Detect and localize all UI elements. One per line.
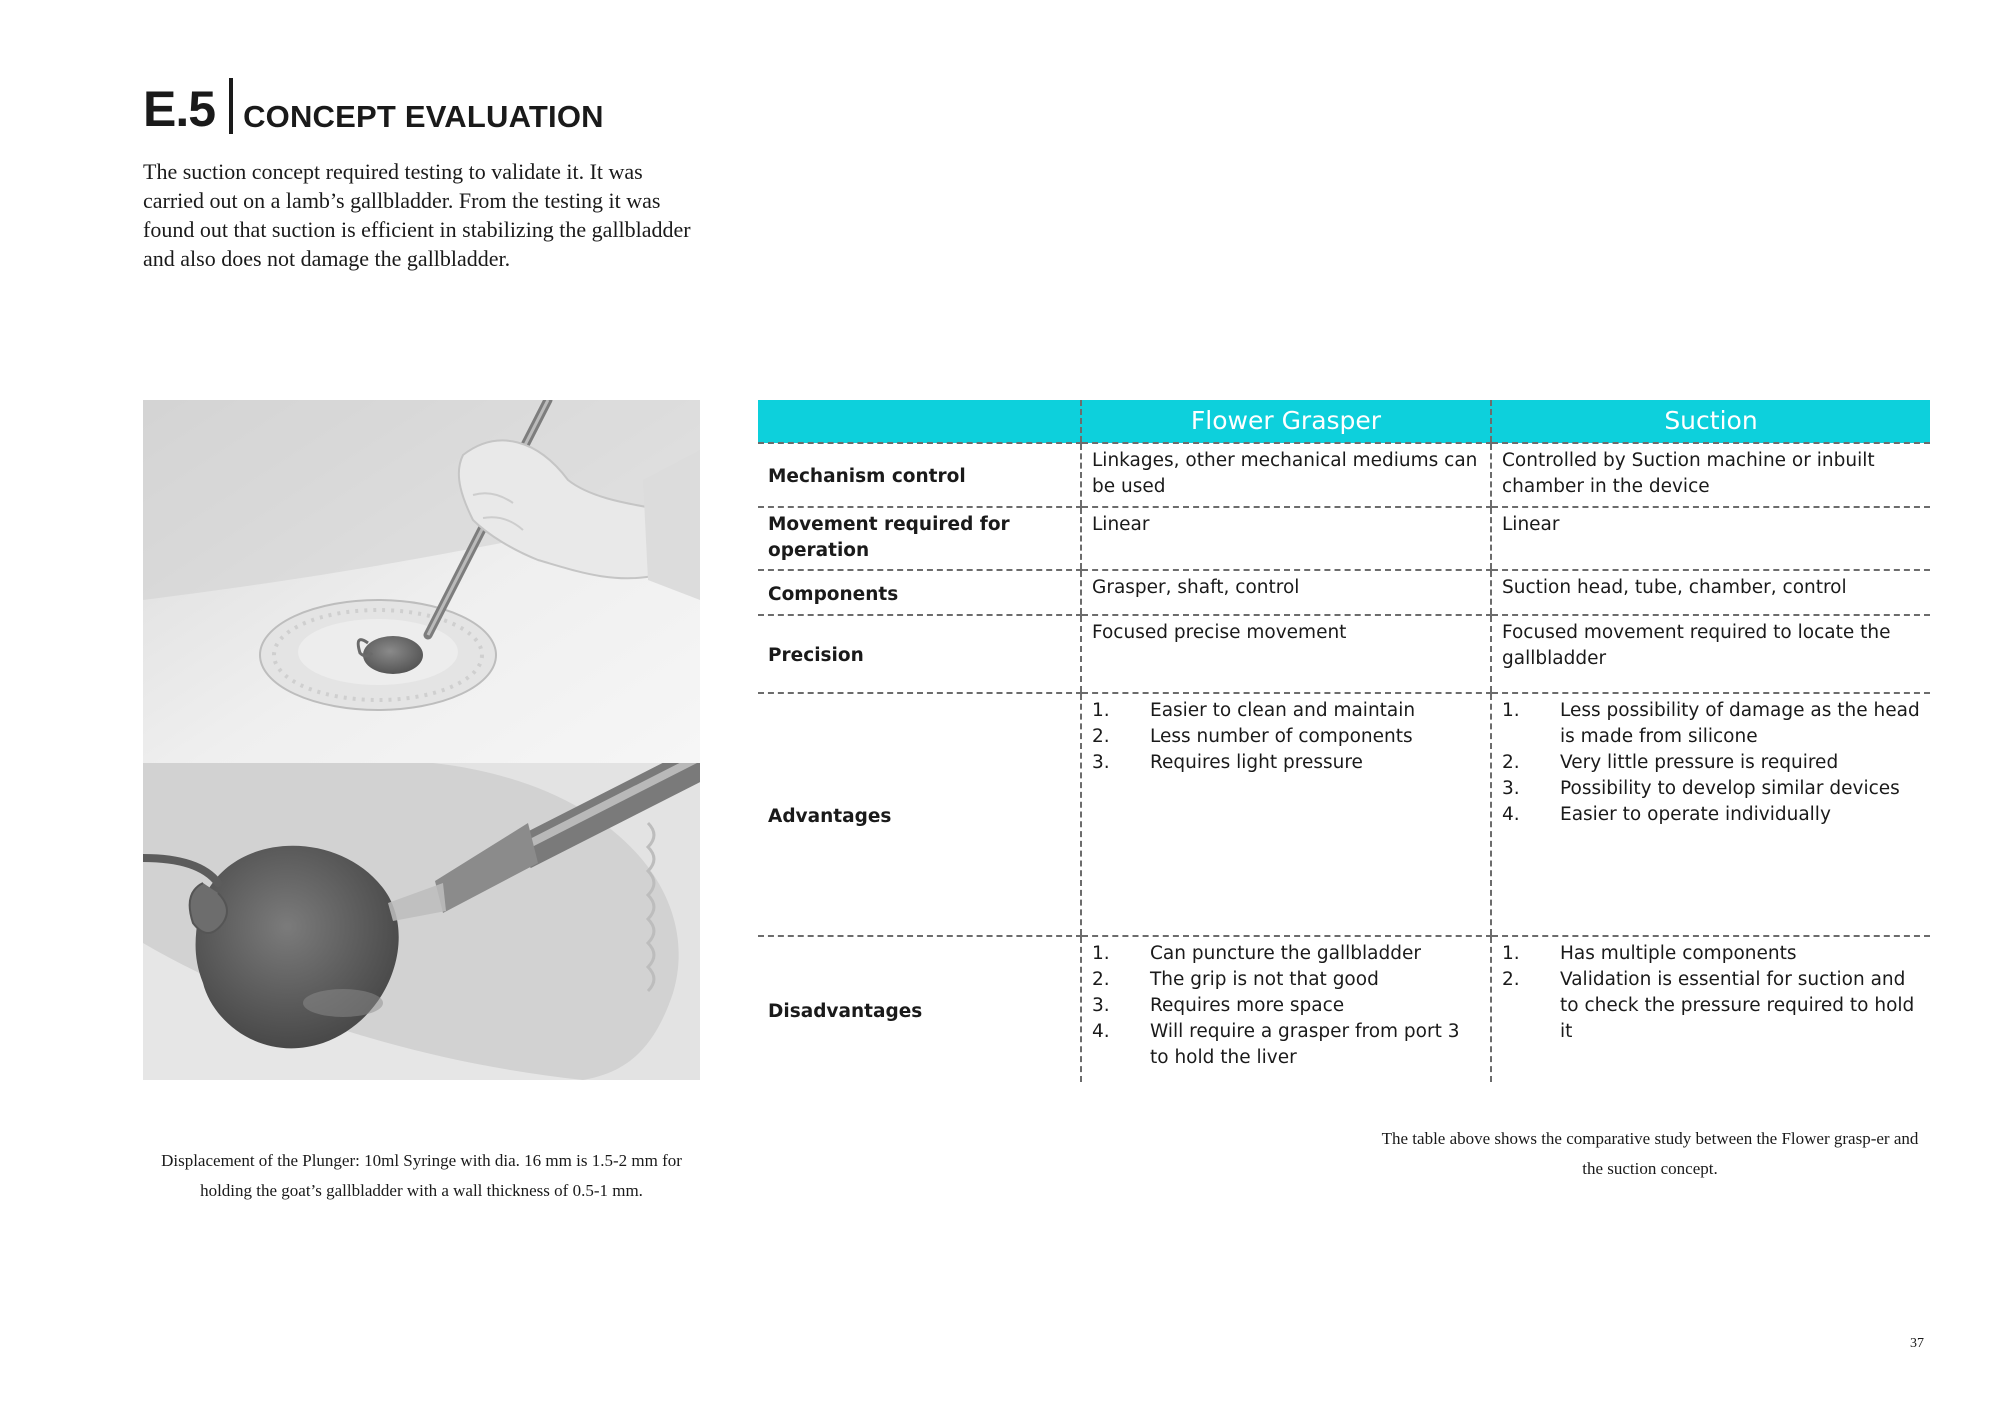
table-row [758,615,1930,693]
flower-disadvantages-list [1092,941,1480,1071]
header-suction: Suction [1491,400,1930,443]
cell-suction-disadvantages [1491,936,1930,1082]
table-row [758,570,1930,615]
table-row [758,443,1930,507]
page-number: 37 [1910,1336,1924,1351]
list-item: 4. Easier to operate individually [1502,804,1831,825]
row-label-advantages: Advantages [758,693,1081,936]
photo-caption: Displacement of the Plunger: 10ml Syringe with dia. 16 mm is 1.5-2 mm for holding the goat’s gallbladder with a wall thickness of 0.5-1 mm. [161,1151,682,1200]
cell-flower-mechanism: Linkages, other mechanical mediums can be used [1081,443,1491,507]
heading-divider [229,78,233,134]
section-title: CONCEPT EVALUATION [243,99,604,134]
row-label-movement: Movement required for operation [758,507,1081,570]
list-item: 2. Validation is essential for suction and to check the pressure required to hold it [1502,969,1915,1042]
list-item: 2. Very little pressure is required [1502,752,1839,773]
comparison-table [758,400,1930,1082]
list-item: 3. Requires more space [1092,995,1345,1016]
suction-advantages-list [1502,698,1920,828]
section-number: E.5 [143,81,216,137]
flower-advantages-list [1092,698,1480,776]
header-blank-cell [758,400,1081,443]
cell-flower-components: Grasper, shaft, control [1081,570,1491,615]
cell-flower-disadvantages [1081,936,1491,1082]
row-label-mechanism-control: Mechanism control [758,443,1081,507]
photo-suction-closeup [143,763,700,1080]
table-row [758,507,1930,570]
header-flower-grasper: Flower Grasper [1081,400,1491,443]
cell-suction-advantages [1491,693,1930,936]
suction-disadvantages-list [1502,941,1920,1045]
cell-suction-precision: Focused movement required to locate the gallbladder [1491,615,1930,693]
row-label-components: Components [758,570,1081,615]
cell-flower-precision: Focused precise movement [1081,615,1491,693]
cell-flower-movement: Linear [1081,507,1491,570]
table-caption: The table above shows the comparative study between the Flower grasp-er and the suction concept. [1381,1129,1919,1178]
intro-paragraph: The suction concept required testing to validate it. It was carried out on a lamb’s gallbladder. From the testing it was found out that suction is efficient in stabilizing the gallbladder and also does not damage the gallbladder. [143,159,691,271]
list-item: 2. The grip is not that good [1092,969,1379,990]
table-row [758,936,1930,1082]
cell-flower-advantages [1081,693,1491,936]
section-heading [143,78,604,137]
list-item: 1. Less possibility of damage as the head is made from silicone [1502,700,1920,747]
list-item: 1. Easier to clean and maintain [1092,700,1416,721]
list-item: 2. Less number of components [1092,726,1413,747]
cell-suction-mechanism: Controlled by Suction machine or inbuilt chamber in the device [1491,443,1930,507]
list-item: 3. Requires light pressure [1092,752,1363,773]
list-item: 1. Can puncture the gallbladder [1092,943,1421,964]
cell-suction-components: Suction head, tube, chamber, control [1491,570,1930,615]
table-header-row [758,400,1930,443]
list-item: 1. Has multiple components [1502,943,1797,964]
list-item: 3. Possibility to develop similar devices [1502,778,1900,799]
row-label-precision: Precision [758,615,1081,693]
cell-suction-movement: Linear [1491,507,1930,570]
photo-suction-test-overview [143,400,700,763]
list-item: 4. Will require a grasper from port 3 to hold the liver [1092,1021,1460,1068]
table-row [758,693,1930,936]
row-label-disadvantages: Disadvantages [768,1000,923,1022]
